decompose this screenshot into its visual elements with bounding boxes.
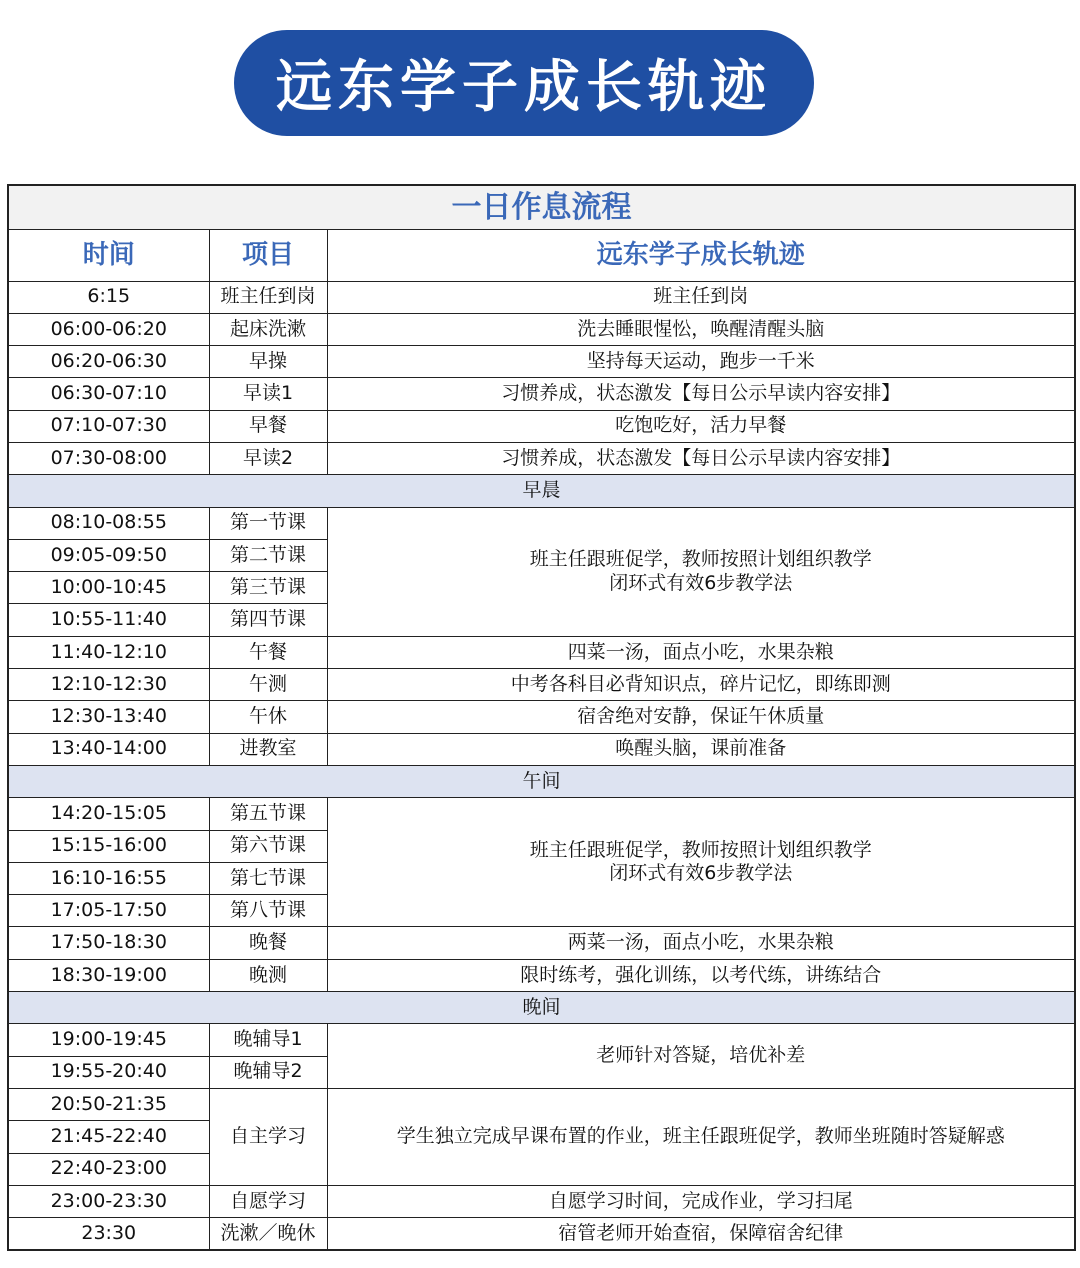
table-row <box>8 1185 1075 1217</box>
desc-line: 闭环式有效6步教学法 <box>609 571 793 594</box>
time-cell: 19:55-20:40 <box>8 1056 209 1088</box>
time-cell: 11:40-12:10 <box>8 636 209 668</box>
time-cell: 06:30-07:10 <box>8 378 209 410</box>
section-label: 早晨 <box>8 475 1075 507</box>
item-cell: 进教室 <box>209 733 327 765</box>
desc-cell-merged: 学生独立完成早课布置的作业，班主任跟班促学，教师坐班随时答疑解惑 <box>327 1088 1075 1185</box>
item-cell: 第六节课 <box>209 830 327 862</box>
item-cell: 早读2 <box>209 442 327 474</box>
table-row <box>8 959 1075 991</box>
desc-line: 闭环式有效6步教学法 <box>609 862 793 885</box>
desc-cell: 习惯养成，状态激发【每日公示早读内容安排】 <box>327 378 1075 410</box>
table-row <box>8 410 1075 442</box>
item-cell-merged: 自主学习 <box>209 1088 327 1185</box>
table-row <box>8 378 1075 410</box>
item-cell: 起床洗漱 <box>209 313 327 345</box>
time-cell: 07:10-07:30 <box>8 410 209 442</box>
desc-cell-merged: 老师针对答疑，培优补差 <box>327 1024 1075 1089</box>
time-cell: 07:30-08:00 <box>8 442 209 474</box>
item-cell: 晚辅导1 <box>209 1024 327 1056</box>
item-cell: 早操 <box>209 346 327 378</box>
item-cell: 第八节课 <box>209 895 327 927</box>
desc-cell: 中考各科目必背知识点，碎片记忆，即练即测 <box>327 669 1075 701</box>
desc-cell: 习惯养成，状态激发【每日公示早读内容安排】 <box>327 442 1075 474</box>
section-label: 晚间 <box>8 992 1075 1024</box>
desc-cell: 两菜一汤，面点小吃，水果杂粮 <box>327 927 1075 959</box>
time-cell: 12:30-13:40 <box>8 701 209 733</box>
time-cell: 17:50-18:30 <box>8 927 209 959</box>
table-row <box>8 1088 1075 1120</box>
desc-line: 班主任跟班促学，教师按照计划组织教学 <box>529 838 872 861</box>
time-cell: 22:40-23:00 <box>8 1153 209 1185</box>
table-row <box>8 733 1075 765</box>
section-row-evening <box>8 992 1075 1024</box>
time-cell: 16:10-16:55 <box>8 862 209 894</box>
table-row <box>8 281 1075 313</box>
desc-cell: 洗去睡眼惺忪，唤醒清醒头脑 <box>327 313 1075 345</box>
desc-cell: 班主任到岗 <box>327 281 1075 313</box>
desc-cell: 自愿学习时间，完成作业，学习扫尾 <box>327 1185 1075 1217</box>
desc-cell: 坚持每天运动，跑步一千米 <box>327 346 1075 378</box>
time-cell: 6:15 <box>8 281 209 313</box>
table-row <box>8 1024 1075 1056</box>
item-cell: 洗漱／晚休 <box>209 1218 327 1250</box>
item-cell: 晚餐 <box>209 927 327 959</box>
item-cell: 午餐 <box>209 636 327 668</box>
time-cell: 06:00-06:20 <box>8 313 209 345</box>
time-cell: 10:00-10:45 <box>8 572 209 604</box>
item-cell: 晚辅导2 <box>209 1056 327 1088</box>
header-time: 时间 <box>8 229 209 281</box>
title-banner <box>234 30 814 136</box>
desc-cell: 限时练考，强化训练，以考代练，讲练结合 <box>327 959 1075 991</box>
time-cell: 23:00-23:30 <box>8 1185 209 1217</box>
table-row <box>8 313 1075 345</box>
time-cell: 12:10-12:30 <box>8 669 209 701</box>
item-cell: 第二节课 <box>209 539 327 571</box>
time-cell: 20:50-21:35 <box>8 1088 209 1120</box>
time-cell: 21:45-22:40 <box>8 1121 209 1153</box>
desc-cell: 宿舍绝对安静，保证午休质量 <box>327 701 1075 733</box>
table-row <box>8 636 1075 668</box>
item-cell: 班主任到岗 <box>209 281 327 313</box>
desc-cell: 吃饱吃好，活力早餐 <box>327 410 1075 442</box>
item-cell: 第四节课 <box>209 604 327 636</box>
table-row <box>8 507 1075 539</box>
item-cell: 第一节课 <box>209 507 327 539</box>
desc-cell-merged <box>327 798 1075 927</box>
table-row <box>8 346 1075 378</box>
item-cell: 午休 <box>209 701 327 733</box>
time-cell: 17:05-17:50 <box>8 895 209 927</box>
table-row <box>8 701 1075 733</box>
desc-cell: 唤醒头脑，课前准备 <box>327 733 1075 765</box>
time-cell: 09:05-09:50 <box>8 539 209 571</box>
desc-cell-merged <box>327 507 1075 636</box>
time-cell: 15:15-16:00 <box>8 830 209 862</box>
header-item: 项目 <box>209 229 327 281</box>
table-row <box>8 1218 1075 1250</box>
section-row-noon <box>8 765 1075 797</box>
desc-line: 班主任跟班促学，教师按照计划组织教学 <box>529 547 872 570</box>
desc-cell: 四菜一汤，面点小吃，水果杂粮 <box>327 636 1075 668</box>
time-cell: 18:30-19:00 <box>8 959 209 991</box>
item-cell: 早餐 <box>209 410 327 442</box>
time-cell: 19:00-19:45 <box>8 1024 209 1056</box>
banner-title: 远东学子成长轨迹 <box>276 54 772 120</box>
time-cell: 23:30 <box>8 1218 209 1250</box>
item-cell: 午测 <box>209 669 327 701</box>
table-title: 一日作息流程 <box>8 185 1075 229</box>
item-cell: 第五节课 <box>209 798 327 830</box>
section-row-morning <box>8 475 1075 507</box>
table-row <box>8 798 1075 830</box>
item-cell: 晚测 <box>209 959 327 991</box>
time-cell: 08:10-08:55 <box>8 507 209 539</box>
item-cell: 早读1 <box>209 378 327 410</box>
item-cell: 第三节课 <box>209 572 327 604</box>
table-row <box>8 442 1075 474</box>
desc-cell: 宿管老师开始查宿，保障宿舍纪律 <box>327 1218 1075 1250</box>
time-cell: 13:40-14:00 <box>8 733 209 765</box>
daily-schedule-table <box>7 184 1076 1251</box>
table-row <box>8 927 1075 959</box>
time-cell: 10:55-11:40 <box>8 604 209 636</box>
item-cell: 自愿学习 <box>209 1185 327 1217</box>
section-label: 午间 <box>8 765 1075 797</box>
table-row <box>8 669 1075 701</box>
time-cell: 14:20-15:05 <box>8 798 209 830</box>
item-cell: 第七节课 <box>209 862 327 894</box>
time-cell: 06:20-06:30 <box>8 346 209 378</box>
header-description: 远东学子成长轨迹 <box>327 229 1075 281</box>
